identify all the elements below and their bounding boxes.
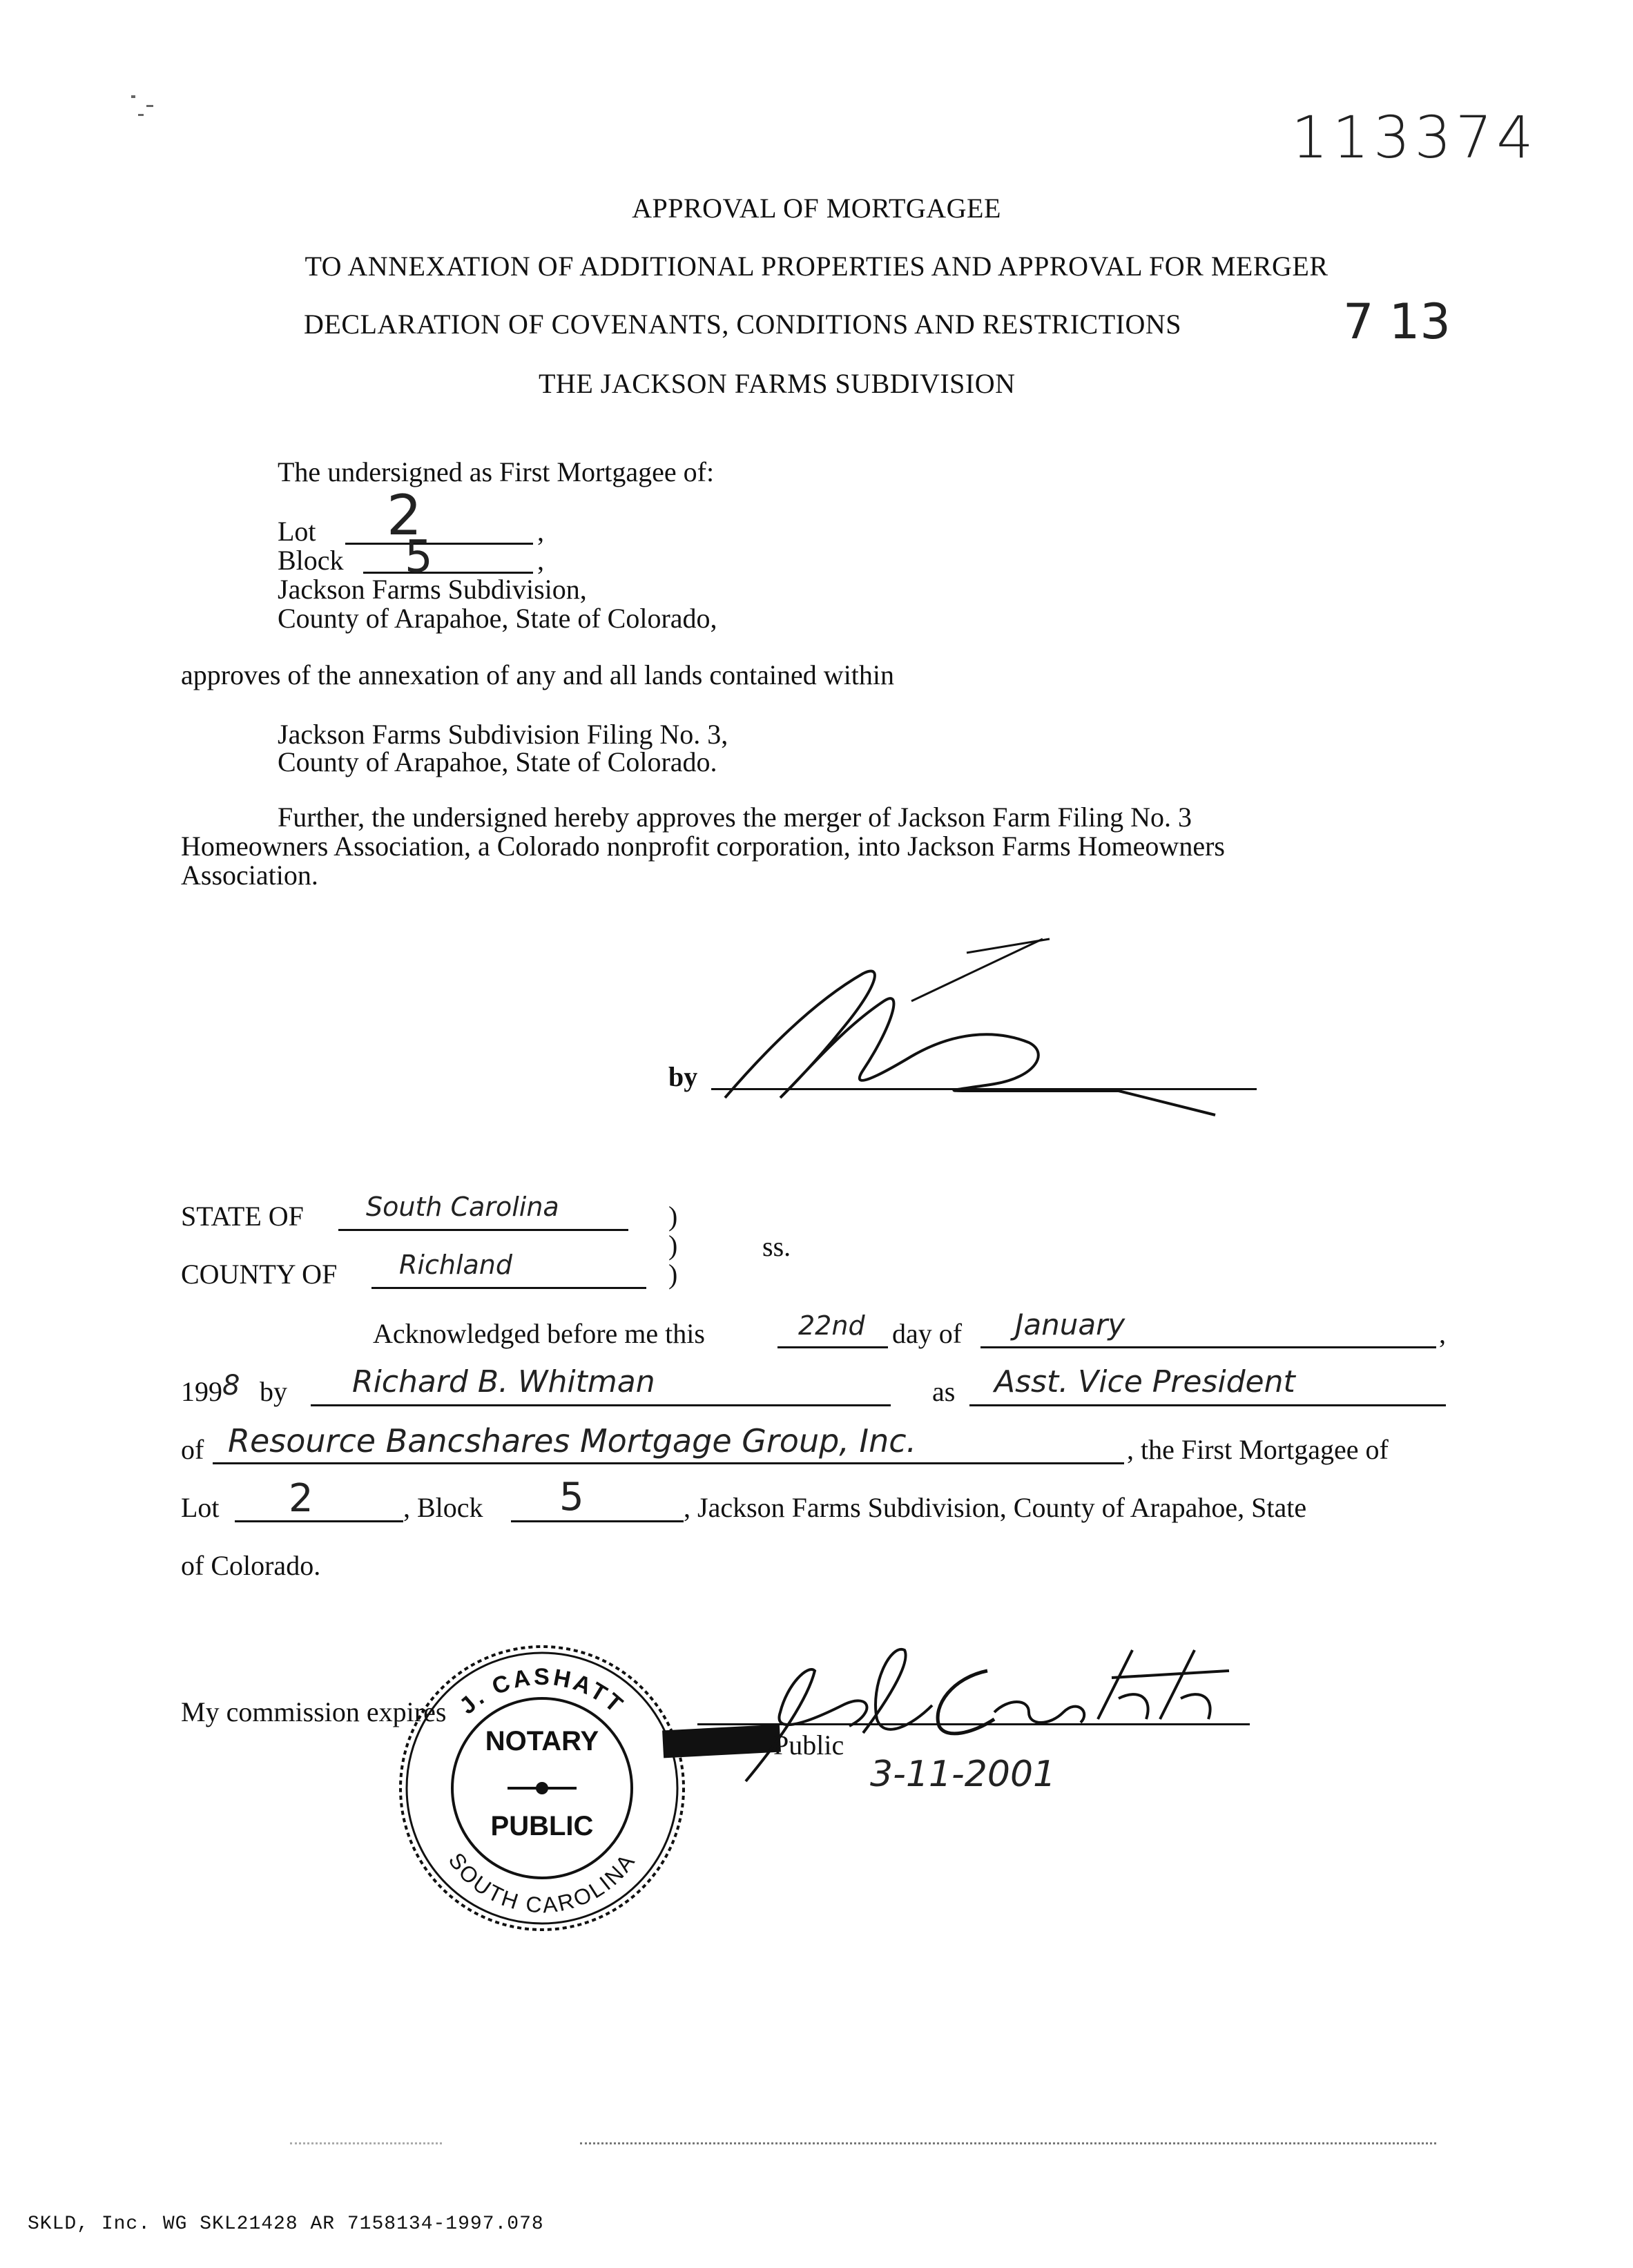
ack-text: Acknowledged before me this (373, 1318, 705, 1349)
name-fill-line (311, 1404, 891, 1406)
of-text: of (181, 1434, 204, 1465)
day-of-label: day of (892, 1318, 963, 1349)
seal-center-emblem (508, 1782, 577, 1794)
annexation-text: approves of the annexation of any and all lands contained within (181, 659, 895, 690)
day-fill-line (777, 1346, 888, 1348)
block-comma: , (537, 545, 544, 576)
state-fill-line (338, 1229, 628, 1231)
scan-speck (146, 105, 153, 107)
ack-lot-label: Lot (181, 1492, 220, 1523)
seal-top-text: J. CASHATT (454, 1663, 630, 1720)
title-value: Asst. Vice President (994, 1364, 1295, 1399)
by-text: by (260, 1376, 287, 1407)
scan-speck (131, 95, 135, 98)
ack-block-label: , Block (403, 1492, 483, 1523)
margin-note: 7 13 (1343, 293, 1451, 350)
block-label: Block (278, 545, 344, 576)
title-line-4: THE JACKSON FARMS SUBDIVISION (539, 368, 1016, 399)
svg-text:SOUTH CAROLINA (444, 1848, 641, 1918)
mortgagee-signature (704, 925, 1270, 1132)
paren-3: ) (668, 1259, 678, 1290)
county-value: Richland (399, 1250, 512, 1280)
lot-fill-line (345, 543, 533, 545)
scan-speck (138, 114, 144, 116)
scan-line-artifact-left (290, 2142, 442, 2144)
paren-1: ) (668, 1201, 678, 1232)
commission-label: My commission expires (181, 1696, 447, 1727)
paren-2: ) (668, 1230, 678, 1261)
subdivision-text: Jackson Farms Subdivision, (278, 574, 587, 605)
filing-line-2: County of Arapahoe, State of Colorado. (278, 746, 717, 777)
lot-value: 2 (387, 483, 422, 547)
ack-block-value: 5 (559, 1475, 584, 1520)
state-label: STATE OF (181, 1201, 304, 1232)
svg-text:J. CASHATT (454, 1664, 630, 1720)
year-prefix: 199 (181, 1376, 222, 1407)
title-line-2: TO ANNEXATION OF ADDITIONAL PROPERTIES AND APPROVAL FOR MERGER (305, 251, 1328, 282)
ack-lot-fill-line (235, 1520, 403, 1522)
year-scribble: 8 (222, 1370, 240, 1402)
expiry-value: 3-11-2001 (870, 1754, 1056, 1795)
intro-text: The undersigned as First Mortgagee of: (278, 456, 715, 487)
state-value: South Carolina (366, 1192, 559, 1222)
ack-lot-value: 2 (289, 1476, 313, 1521)
by-label: by (668, 1061, 698, 1092)
company-fill-line (213, 1462, 1124, 1464)
name-value: Richard B. Whitman (352, 1364, 655, 1399)
merger-line-1: Further, the undersigned hereby approves the merger of Jackson Farm Filing No. 3 (278, 802, 1192, 833)
ack-block-fill-line (511, 1520, 684, 1522)
title-line-3: DECLARATION OF COVENANTS, CONDITIONS AND RESTRICTIONS (304, 309, 1181, 340)
scan-line-artifact (580, 2142, 1436, 2144)
public-label: Public (773, 1729, 844, 1761)
lot-label: Lot (278, 516, 316, 547)
lot-comma: , (537, 516, 544, 547)
month-value: January (1015, 1308, 1125, 1341)
title-line-1: APPROVAL OF MORTGAGEE (632, 193, 1001, 224)
month-fill-line (980, 1346, 1436, 1348)
county-text: County of Arapahoe, State of Colorado, (278, 603, 717, 634)
county-fill-line (371, 1287, 646, 1289)
merger-line-3: Association. (181, 860, 318, 891)
county-label: COUNTY OF (181, 1259, 338, 1290)
company-value: Resource Bancshares Mortgage Group, Inc. (228, 1422, 917, 1460)
colorado-text: of Colorado. (181, 1550, 321, 1581)
month-comma: , (1439, 1318, 1446, 1349)
seal-public-text: PUBLIC (490, 1811, 594, 1841)
merger-line-2: Homeowners Association, a Colorado nonprofit corporation, into Jackson Farms Homeowners (181, 831, 1225, 862)
as-text: as (932, 1376, 956, 1407)
seal-notary-text: NOTARY (485, 1726, 599, 1756)
filing-line-1: Jackson Farms Subdivision Filing No. 3, (278, 719, 728, 750)
location-text: , Jackson Farms Subdivision, County of Arapahoe, State (684, 1492, 1307, 1523)
seal-state-text: SOUTH CAROLINA (443, 1848, 641, 1918)
block-value: 5 (405, 532, 433, 583)
day-value: 22nd (798, 1310, 865, 1341)
ss-label: ss. (762, 1231, 791, 1262)
document-number: 113374 (1291, 104, 1538, 171)
first-mortgagee-text: , the First Mortgagee of (1127, 1434, 1389, 1465)
footer-reference: SKLD, Inc. WG SKL21428 AR 7158134-1997.078 (28, 2213, 544, 2235)
notary-seal (390, 1636, 694, 1940)
title-fill-line (969, 1404, 1446, 1406)
